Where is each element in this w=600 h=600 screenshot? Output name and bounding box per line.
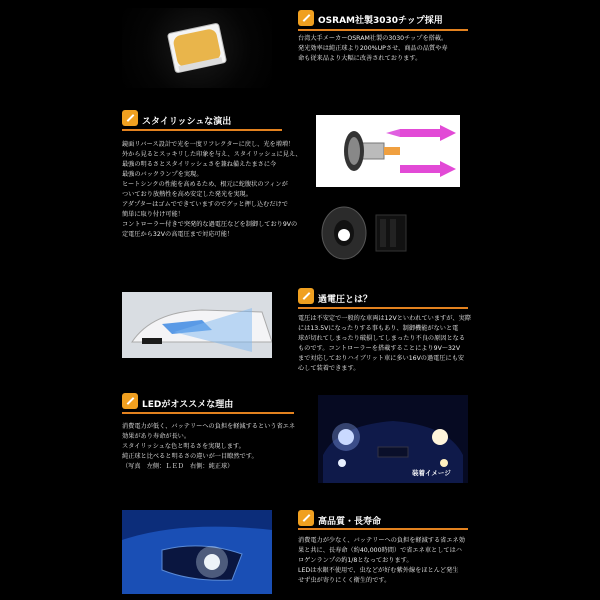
section4-line: 純正球と比べると明るさの違いが一目瞭然です。	[122, 453, 258, 460]
section1-heading: OSRAM社製3030チップ採用	[318, 16, 443, 26]
section2-heading: スタイリッシュな演出	[142, 117, 232, 127]
section4-heading: LEDがオススメな理由	[142, 400, 234, 410]
section1-line: 命も従来品より大幅に改善されております。	[298, 55, 422, 62]
section3-text	[298, 314, 471, 374]
section3-line: 心して装着できます。	[298, 365, 360, 372]
section5-line: 消費電力が少なく、バッテリーへの負担を軽減する省エネ効	[298, 537, 465, 544]
section3-line: には13.5Vになったりする事もあり、制御機能がないと電	[298, 325, 459, 332]
bulb-socket-photo	[316, 195, 416, 270]
section5-rule	[298, 528, 468, 530]
section2-line: 簡単に取り付け可能！	[122, 211, 184, 218]
section2-line: 最強のバックランプを実現。	[122, 171, 203, 178]
section4-line: 消費電力が低く、バッテリーへの負担を軽減するという省エネ	[122, 423, 296, 430]
section2-rule	[122, 129, 282, 131]
led-chip-photo	[122, 8, 272, 88]
section3-line: ものです。コントローラーを搭載することにより9V〜32V	[298, 345, 461, 352]
section3-rule	[298, 307, 468, 309]
section5-line: ロゲンランプの約1/8となっております。	[298, 557, 413, 564]
section4-line: 効果があり寿命が長い。	[122, 433, 191, 440]
checkmark-icon	[298, 510, 314, 526]
section2-line: 定電圧から32Vの高電圧まで対応可能！	[122, 231, 234, 238]
section2-line: 鏡面リバース設計で光を一度リフレクターに戻し、光を増増！	[122, 141, 295, 148]
section3-heading: 過電圧とは？	[318, 295, 373, 305]
section2-line: アダプターはゴムでできていますのでグッと押し込むだけで	[122, 201, 288, 208]
section2-line: ついており放熱性を高め安定した発光を実現。	[122, 191, 252, 198]
checkmark-icon	[122, 110, 138, 126]
section1-text	[298, 34, 448, 64]
checkmark-icon	[298, 10, 314, 26]
section2-line: 外から見るとスッキリした印象を与え、スタイリッシュに見え、	[122, 151, 302, 158]
section5-text	[298, 536, 465, 586]
section5-line: せず虫が寄りにくく衛生的です。	[298, 577, 391, 584]
section5-line: LEDは水銀不使用で、虫などが好む紫外線をほとんど発生	[298, 567, 459, 574]
section3-line: 電圧は不安定で一般的な車両は12Vといわれていますが、実際	[298, 315, 471, 322]
headlight-closeup-photo	[122, 510, 272, 594]
section3-line: まで対応しておりハイブリット車に多い16Vの過電圧にも安	[298, 355, 465, 362]
section1-line: 台湾大手メーカーOSRAM社製の3030チップを搭載。	[298, 35, 448, 42]
section5-line: 果と共に、長寿命（約40,000時間）で省エネ車としてはハ	[298, 547, 462, 554]
section2-line: ヒートシンクの性能を高めるため、根元に蛇腹状のフィンが	[122, 181, 288, 188]
section1-rule	[298, 29, 468, 31]
car-headlight-photo	[122, 292, 272, 358]
section2-text	[122, 140, 302, 240]
checkmark-icon	[122, 393, 138, 409]
section4-line: スタイリッシュな色と明るさを実現します。	[122, 443, 245, 450]
section4-rule	[122, 412, 294, 414]
section3-line: 球が切れてしまったり破損してしまったり不良の原因となる	[298, 335, 466, 342]
installation-caption: 装着イメージ	[412, 469, 451, 477]
section5-heading: 高品質・長寿命	[318, 517, 382, 527]
section1-line: 発光効率は純正球より200%UPさせ、商品の品質や寿	[298, 45, 448, 52]
section4-line: （写真 左側：ＬＥＤ 右側：純正球）	[122, 463, 234, 470]
section4-text	[122, 422, 295, 472]
checkmark-icon	[298, 288, 314, 304]
bulb-reflection-diagram	[316, 115, 460, 187]
section2-line: コントローラー付きで突発的な過電圧などを制御しており9Vの	[122, 221, 298, 228]
section2-line: 最強の明るさとスタイリッシュさを兼ね備えたまさに今	[122, 161, 277, 168]
